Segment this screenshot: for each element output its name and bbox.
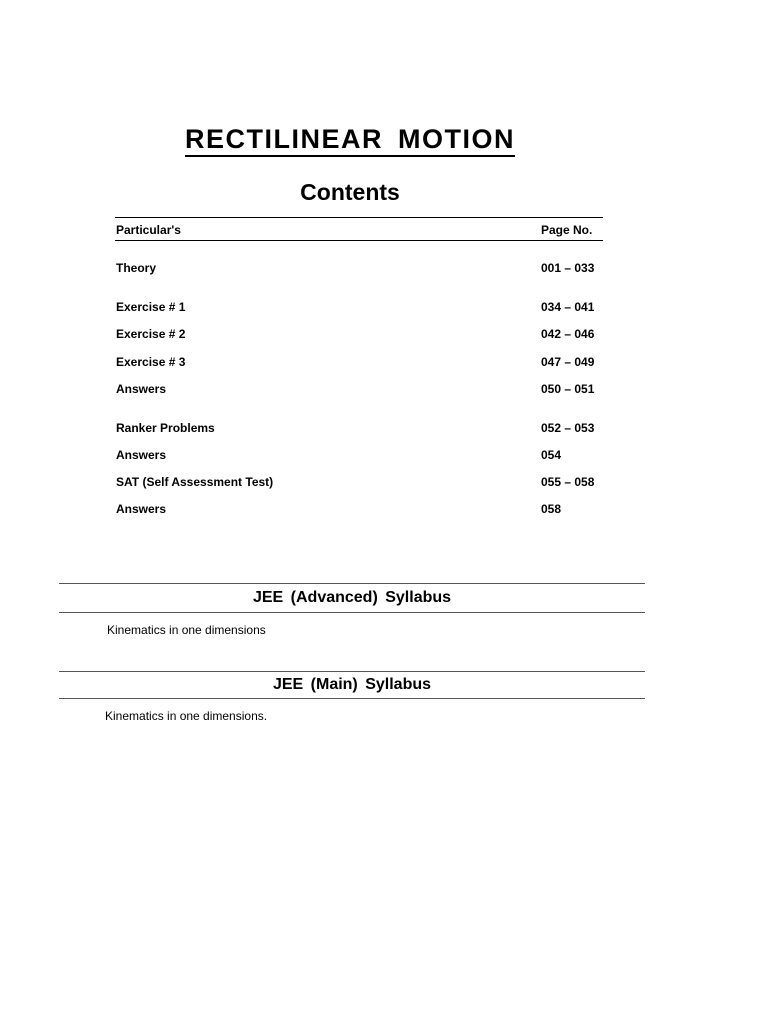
contents-table xyxy=(115,217,603,516)
table-row xyxy=(115,355,603,371)
row-pages: 054 xyxy=(541,448,562,462)
row-label: Exercise # 2 xyxy=(116,327,186,341)
advanced-syllabus-heading: JEE (Advanced) Syllabus xyxy=(59,583,645,613)
row-pages: 058 xyxy=(541,502,562,516)
row-label: Ranker Problems xyxy=(116,421,215,435)
table-row xyxy=(115,502,603,518)
row-label: Answers xyxy=(116,502,167,516)
row-pages: 047 – 049 xyxy=(541,355,595,369)
header-particulars: Particular's xyxy=(116,223,181,237)
row-pages: 055 – 058 xyxy=(541,475,595,489)
contents-table-header xyxy=(115,217,603,241)
main-syllabus-section xyxy=(59,671,645,723)
row-pages: 034 – 041 xyxy=(541,300,595,314)
table-row xyxy=(115,421,603,437)
row-label: Exercise # 1 xyxy=(116,300,186,314)
row-pages: 052 – 053 xyxy=(541,421,595,435)
row-label: Exercise # 3 xyxy=(116,355,186,369)
table-row xyxy=(115,327,603,343)
row-label: Answers xyxy=(116,382,167,396)
table-row xyxy=(115,261,603,277)
row-pages: 001 – 033 xyxy=(541,261,595,275)
table-row xyxy=(115,448,603,464)
row-label: Answers xyxy=(116,448,167,462)
main-syllabus-text: Kinematics in one dimensions. xyxy=(105,709,268,723)
advanced-syllabus-text: Kinematics in one dimensions xyxy=(107,623,266,637)
main-syllabus-heading: JEE (Main) Syllabus xyxy=(59,671,645,699)
document-title xyxy=(0,124,700,155)
row-pages: 042 – 046 xyxy=(541,327,595,341)
table-row xyxy=(115,475,603,491)
contents-heading: Contents xyxy=(300,179,400,205)
row-pages: 050 – 051 xyxy=(541,382,595,396)
header-page-no: Page No. xyxy=(541,223,593,237)
document-title-text: RECTILINEAR MOTION xyxy=(185,124,515,157)
table-row xyxy=(115,382,603,398)
advanced-syllabus-section xyxy=(59,583,645,637)
row-label: Theory xyxy=(116,261,157,275)
row-label: SAT (Self Assessment Test) xyxy=(116,475,274,489)
table-row xyxy=(115,300,603,316)
